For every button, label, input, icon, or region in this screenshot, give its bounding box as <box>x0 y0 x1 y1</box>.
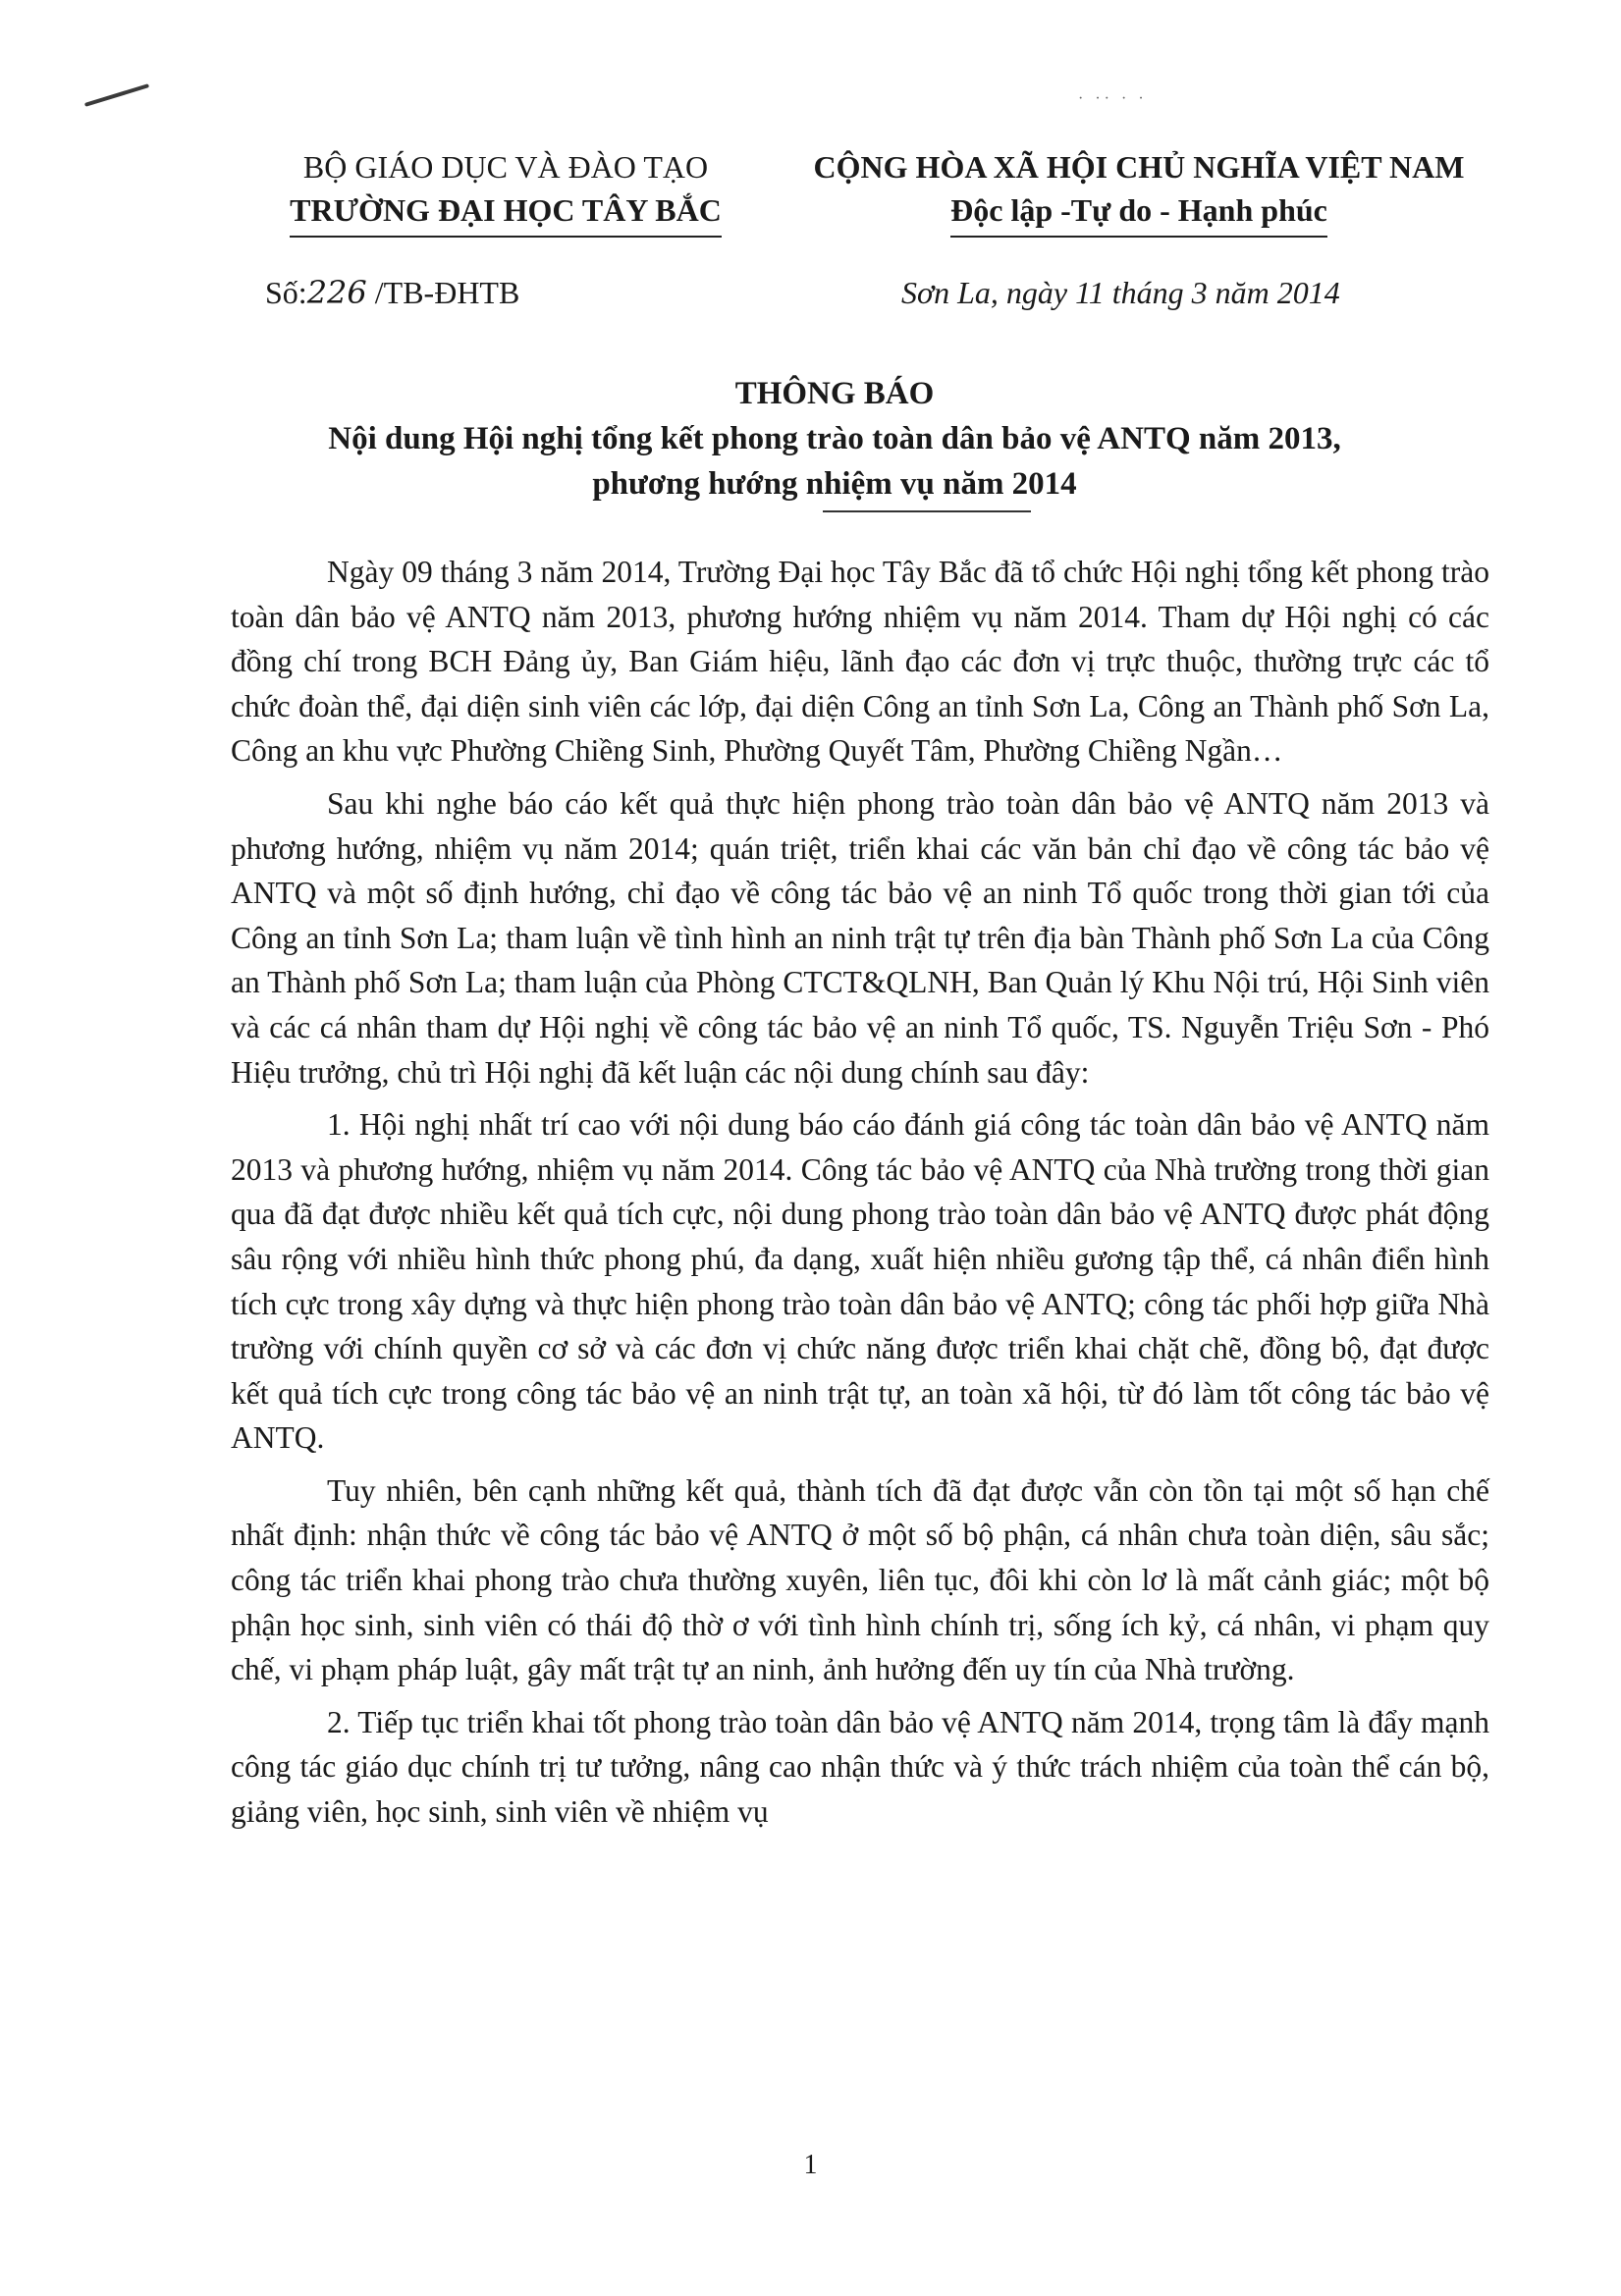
issuer-header <box>206 145 805 238</box>
paragraph: Sau khi nghe báo cáo kết quả thực hiện phong trào toàn dân bảo vệ ANTQ năm 2013 và phương hướng, nhiệm vụ năm 2014; quán triệt, triển khai các văn bản chỉ đạo về công tác bảo vệ ANTQ và một số định hướng, chỉ đạo về công tác bảo vệ an ninh Tổ quốc trong thời gian tới của Công an tỉnh Sơn La; tham luận về tình hình an ninh trật tự trên địa bàn Thành phố Sơn La của Công an Thành phố Sơn La; tham luận của Phòng CTCT&QLNH, Ban Quản lý Khu Nội trú, Hội Sinh viên và các cá nhân tham dự Hội nghị về công tác bảo vệ an ninh Tổ quốc, TS. Nguyễn Triệu Sơn - Phó Hiệu trưởng, chủ trì Hội nghị đã kết luận các nội dung chính sau đây: <box>231 785 1489 1090</box>
title-subject-line2: phương hướng nhiệm vụ năm 2014 <box>592 466 1077 502</box>
paragraph: 1. Hội nghị nhất trí cao với nội dung báo cáo đánh giá công tác toàn dân bảo vệ ANTQ năm 2013 và phương hướng, nhiệm vụ năm 2014. Công tác bảo vệ ANTQ của Nhà trường trong thời gian qua đã đạt được nhiều kết quả tích cực, nội dung phong trào toàn dân bảo vệ ANTQ được phát động sâu rộng với nhiều hình thức phong phú, đa dạng, xuất hiện nhiều gương tập thể, cá nhân điển hình tích cực trong xây dựng và thực hiện phong trào toàn dân bảo vệ ANTQ; công tác phối hợp giữa Nhà trường với chính quyền cơ sở và các đơn vị chức năng được triển khai chặt chẽ, đồng bộ, đạt được kết quả tích cực trong công tác bảo vệ an ninh trật tự, an toàn xã hội, từ đó làm tốt công tác bảo vệ ANTQ. <box>231 1107 1489 1456</box>
ministry-name: BỘ GIÁO DỤC VÀ ĐÀO TẠO <box>302 149 709 185</box>
national-header <box>766 145 1512 238</box>
title-underline <box>823 510 1031 512</box>
university-name: TRƯỜNG ĐẠI HỌC TÂY BẮC <box>206 188 805 238</box>
title-heading: THÔNG BÁO <box>734 376 935 411</box>
scan-pen-mark <box>84 83 149 107</box>
country-name: CỘNG HÒA XÃ HỘI CHỦ NGHĨA VIỆT NAM <box>813 149 1465 185</box>
doc-number-suffix: /TB-ĐHTB <box>366 275 520 310</box>
document-number <box>265 271 519 314</box>
date-line: Sơn La, ngày 11 tháng 3 năm 2014 <box>901 275 1340 310</box>
national-motto: Độc lập -Tự do - Hạnh phúc <box>766 188 1512 238</box>
paragraph: Ngày 09 tháng 3 năm 2014, Trường Đại học Tây Bắc đã tổ chức Hội nghị tổng kết phong trào toàn dân bảo vệ ANTQ năm 2013, phương hướng nhiệm vụ năm 2014. Tham dự Hội nghị có các đồng chí trong BCH Đảng ủy, Ban Giám hiệu, lãnh đạo các đơn vị trực thuộc, thường trực các tổ chức đoàn thể, đại diện sinh viên các lớp, đại diện Công an tỉnh Sơn La, Công an Thành phố Sơn La, Công an khu vực Phường Chiềng Sinh, Phường Quyết Tâm, Phường Chiềng Ngần… <box>231 555 1489 769</box>
doc-number-prefix: Số: <box>265 275 307 310</box>
handwritten-number: 226 <box>306 274 367 311</box>
page-number: 1 <box>803 2150 818 2180</box>
document-body <box>231 550 1489 1842</box>
title-subject-line1: Nội dung Hội nghị tổng kết phong trào toàn dân bảo vệ ANTQ năm 2013, <box>328 421 1341 456</box>
scan-specks: · ·· · · <box>1078 90 1148 107</box>
paragraph: Tuy nhiên, bên cạnh những kết quả, thành tích đã đạt được vẫn còn tồn tại một số hạn chế nhất định: nhận thức về công tác bảo vệ ANTQ ở một số bộ phận, cá nhân chưa toàn diện, sâu sắc; công tác triển khai phong trào chưa thường xuyên, liên tục, đôi khi còn lơ là mất cảnh giác; một bộ phận học sinh, sinh viên có thái độ thờ ơ với tình hình chính trị, sống ích kỷ, cá nhân, vi phạm quy chế, vi phạm pháp luật, gây mất trật tự an ninh, ảnh hưởng đến uy tín của Nhà trường. <box>231 1472 1489 1687</box>
document-title <box>177 371 1492 507</box>
paragraph: 2. Tiếp tục triển khai tốt phong trào toàn dân bảo vệ ANTQ năm 2014, trọng tâm là đẩy mạnh công tác giáo dục chính trị tư tưởng, nâng cao nhận thức và ý thức trách nhiệm của toàn thể cán bộ, giảng viên, học sinh, sinh viên về nhiệm vụ <box>231 1704 1489 1830</box>
